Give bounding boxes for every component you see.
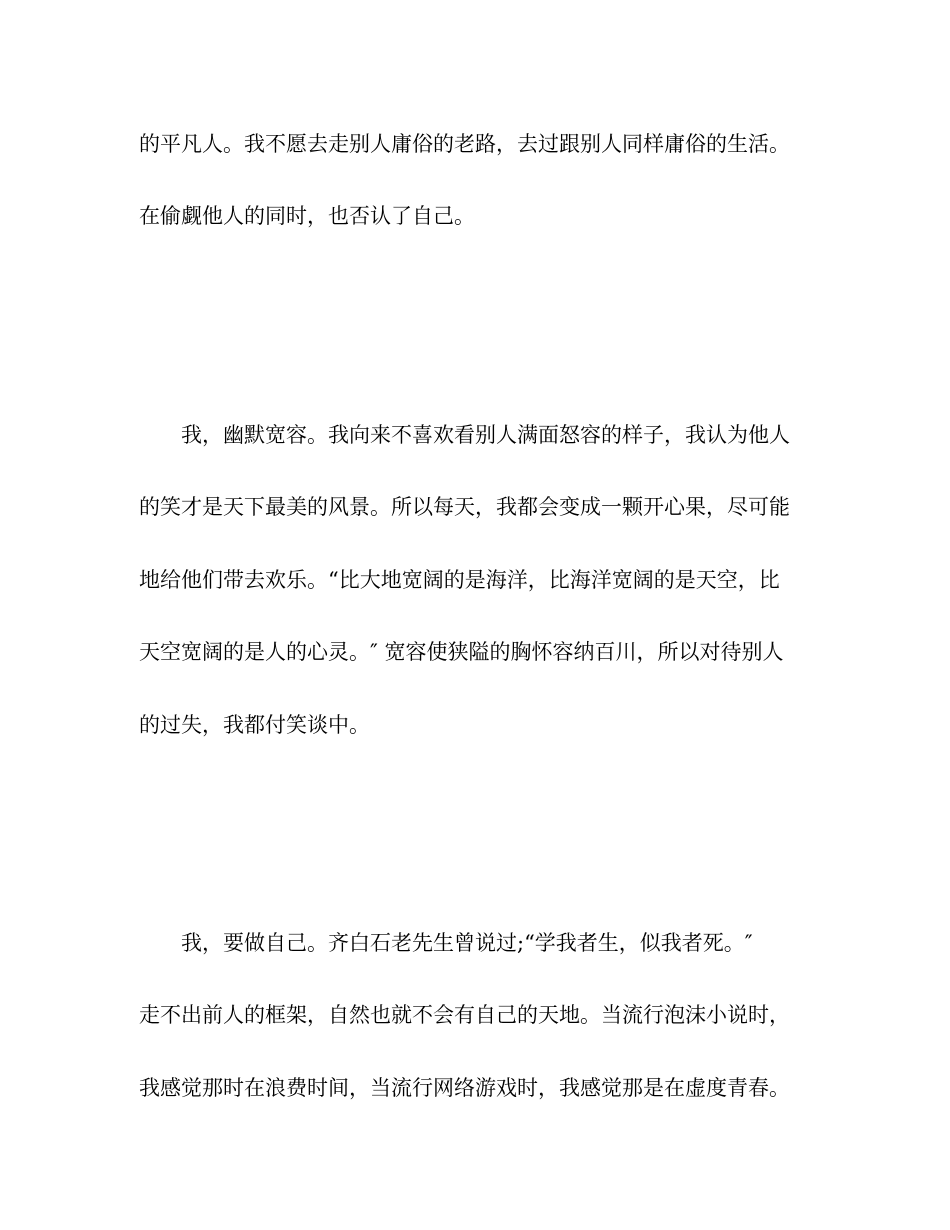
- text-line: 的笑才是天下最美的风景。所以每天，我都会变成一颗开心果，尽可能: [139, 495, 790, 519]
- text-line: 的过失，我都付笑谈中。: [139, 713, 370, 737]
- text-line: 我，幽默宽容。我向来不喜欢看别人满面怒容的样子，我认为他人: [181, 423, 790, 447]
- text-line: 地给他们带去欢乐。“比大地宽阔的是海洋，比海洋宽阔的是天空，比: [139, 568, 780, 592]
- text-line: 天空宽阔的是人的心灵。″ 宽容使狭隘的胸怀容纳百川，所以对待别人: [139, 640, 784, 664]
- text-line: 走不出前人的框架，自然也就不会有自己的天地。当流行泡沫小说时，: [139, 1003, 790, 1027]
- text-line: 的平凡人。我不愿去走别人庸俗的老路，去过跟别人同样庸俗的生活。: [139, 132, 790, 156]
- text-line: 我感觉那时在浪费时间，当流行网络游戏时，我感觉那是在虚度青春。: [139, 1076, 790, 1100]
- text-line: 在偷觑他人的同时，也否认了自己。: [139, 204, 475, 228]
- text-line: 我，要做自己。齐白石老先生曾说过;“学我者生，似我者死。″: [181, 931, 753, 955]
